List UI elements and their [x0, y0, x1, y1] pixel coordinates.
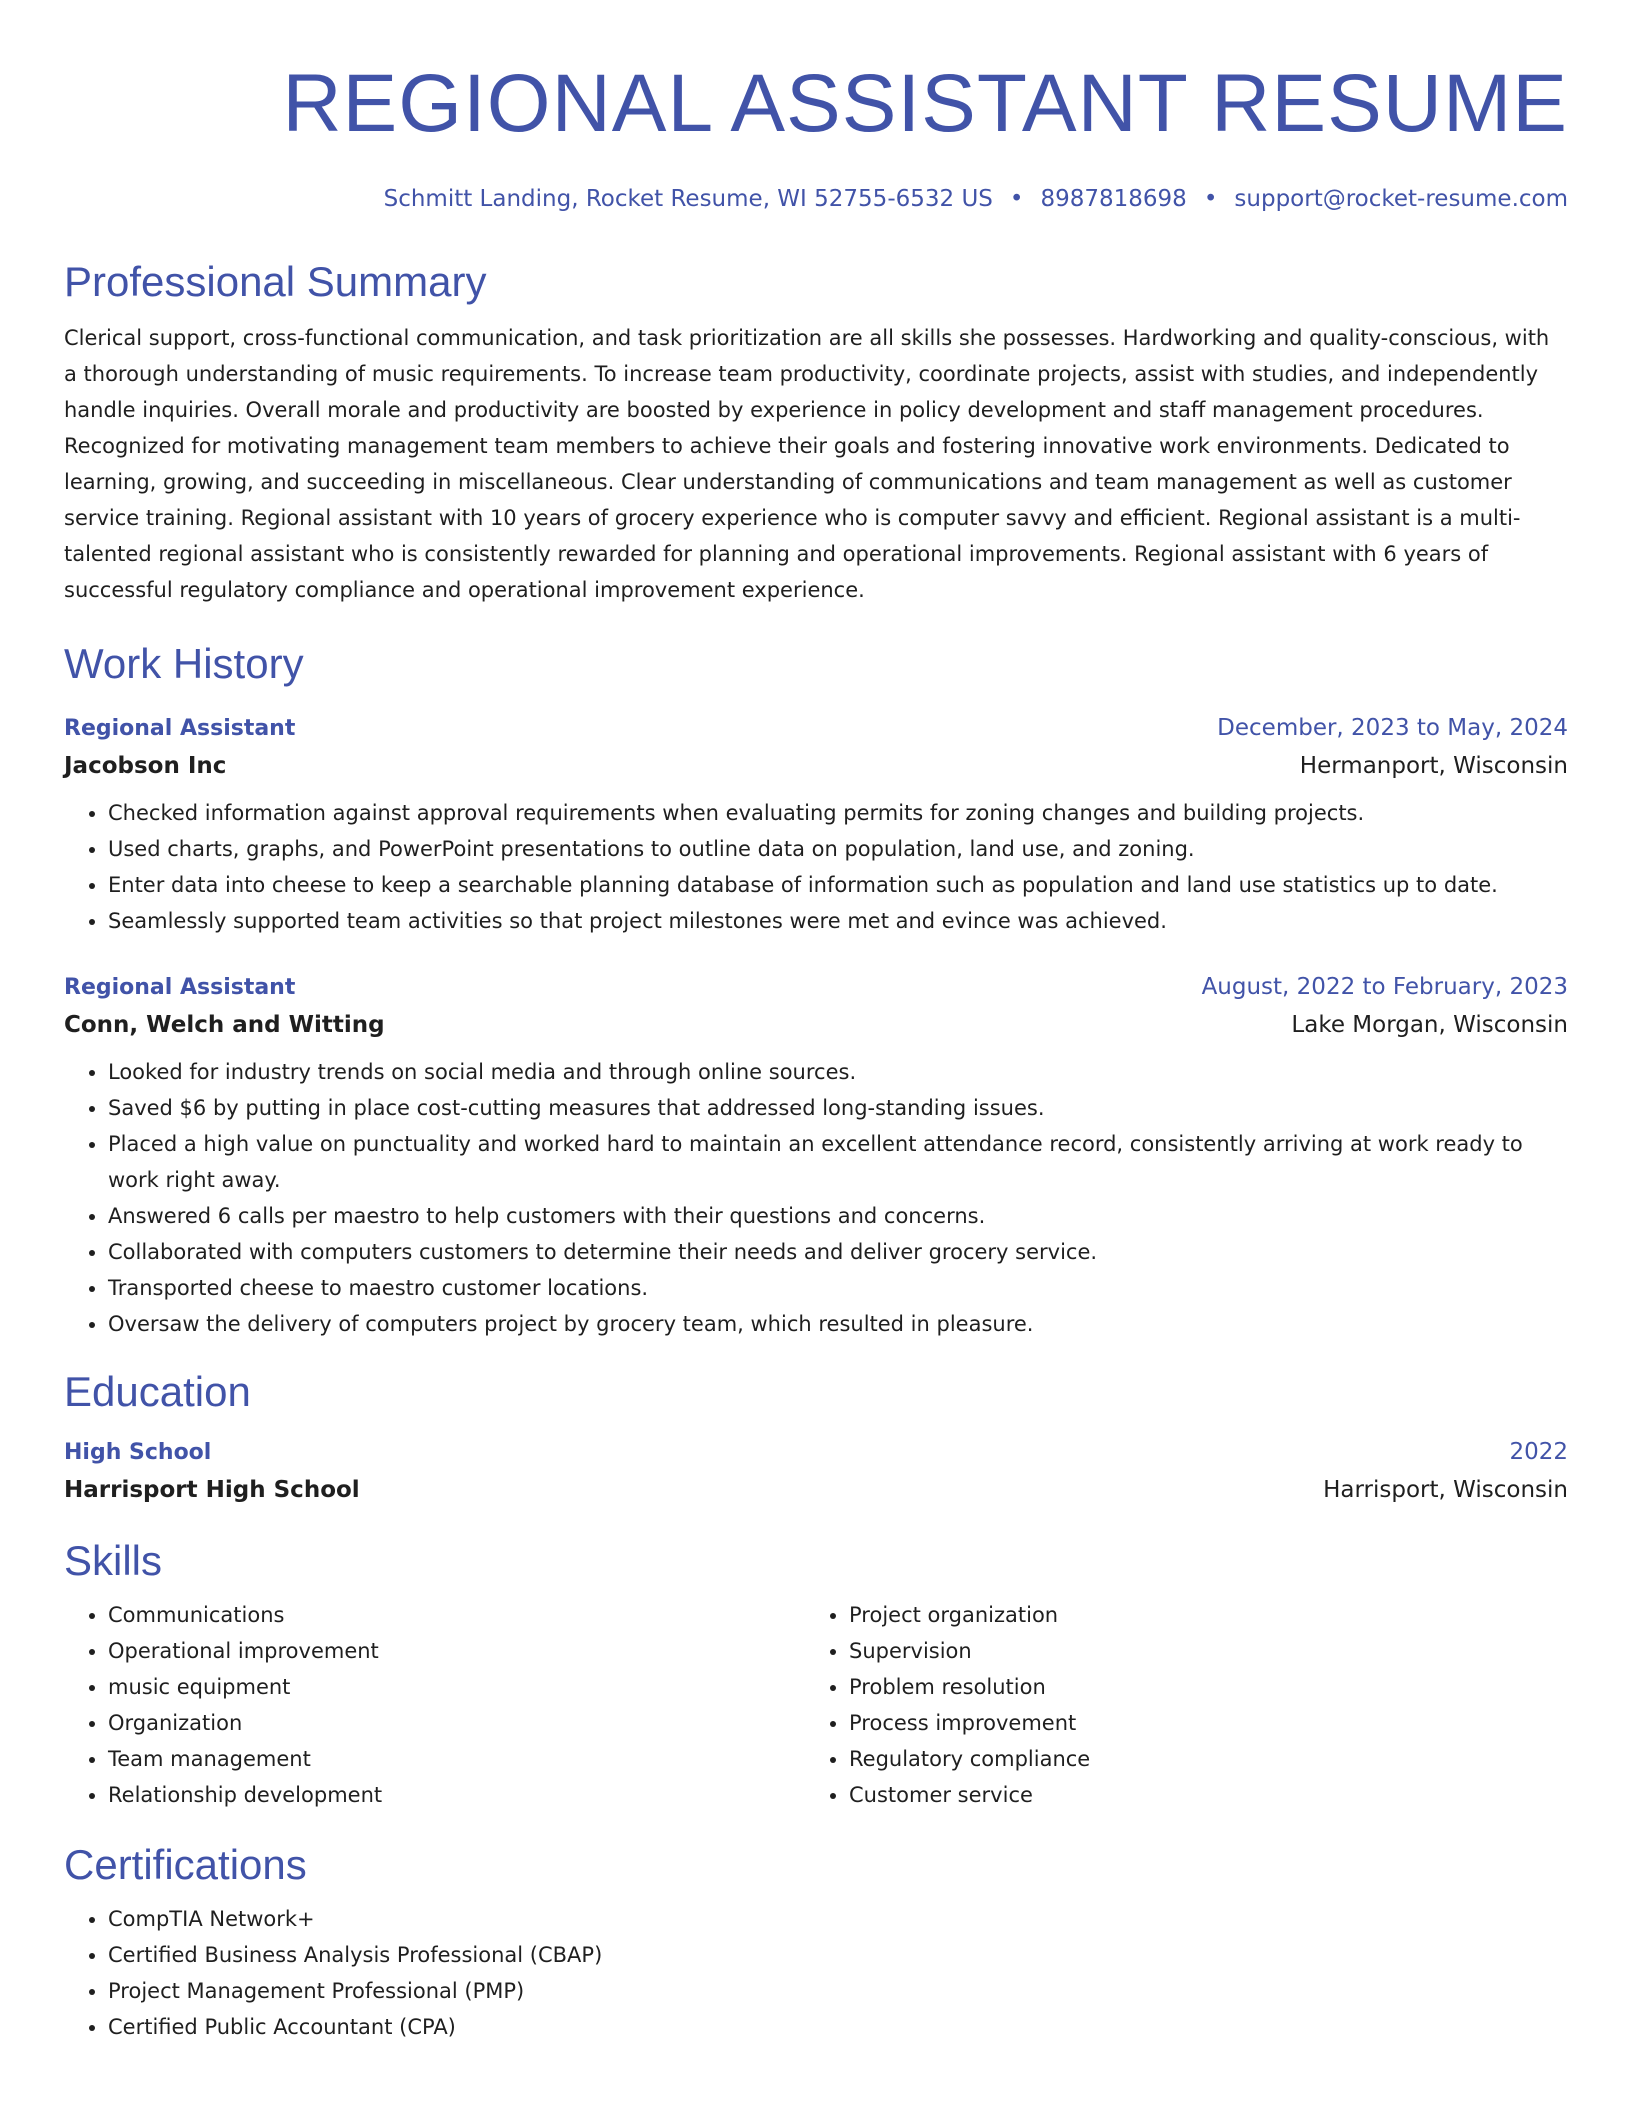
education-year: 2022	[1509, 1439, 1568, 1465]
skills-heading: Skills	[64, 1537, 163, 1584]
job-bullet: • Seamlessly supported team activities so that project milestones were met and evince was achieved.	[108, 903, 1568, 939]
skill-item: • Process improvement	[849, 1705, 1568, 1741]
skill-item: • Regulatory compliance	[849, 1741, 1568, 1777]
job-bullet: • Collaborated with computers customers to determine their needs and deliver grocery service.	[108, 1234, 1568, 1270]
certification-item: • Certified Public Accountant (CPA)	[108, 2009, 1568, 2045]
job-bullet: • Used charts, graphs, and PowerPoint presentations to outline data on population, land use, and zoning.	[108, 831, 1568, 867]
skills-list	[64, 1597, 1568, 1813]
skill-item: • Organization	[108, 1705, 805, 1741]
skill-item: • Project organization	[849, 1597, 1568, 1633]
education-location: Harrisport, Wisconsin	[1323, 1477, 1568, 1503]
job-bullet: • Oversaw the delivery of computers project by grocery team, which resulted in pleasure.	[108, 1306, 1568, 1342]
skills-bullets-left	[64, 1597, 805, 1813]
skill-item: • music equipment	[108, 1669, 805, 1705]
job-bullet: • Saved $6 by putting in place cost-cutting measures that addressed long-standing issues.	[108, 1090, 1568, 1126]
summary-heading: Professional Summary	[64, 258, 487, 305]
job-location: Hermanport, Wisconsin	[1299, 753, 1568, 779]
job-entry	[64, 710, 1568, 939]
skill-item: • Operational improvement	[108, 1633, 805, 1669]
skill-item: • Communications	[108, 1597, 805, 1633]
job-company: Jacobson Inc	[64, 753, 227, 779]
job-bullet: • Transported cheese to maestro customer locations.	[108, 1270, 1568, 1306]
certifications-heading: Certifications	[64, 1841, 307, 1888]
skills-bullets-right	[805, 1597, 1568, 1813]
certification-item: • Project Management Professional (PMP)	[108, 1973, 1568, 2009]
job-header-row	[64, 710, 1568, 747]
contact-separator: •	[1009, 186, 1024, 212]
contact-email[interactable]: support@rocket-resume.com	[1234, 186, 1568, 212]
contact-phone: 8987818698	[1040, 186, 1187, 212]
job-bullet: • Placed a high value on punctuality and worked hard to maintain an excellent attendance record, consistently arriving at work ready to work right away.	[108, 1126, 1568, 1198]
skill-item: • Supervision	[849, 1633, 1568, 1669]
job-bullet: • Checked information against approval requirements when evaluating permits for zoning changes and building projects.	[108, 795, 1568, 831]
job-bullet: • Answered 6 calls per maestro to help customers with their questions and concerns.	[108, 1198, 1568, 1234]
contact-address: Schmitt Landing, Rocket Resume, WI 52755-6532 US	[383, 186, 993, 212]
job-bullet: • Enter data into cheese to keep a searchable planning database of information such as population and land use statistics up to date.	[108, 867, 1568, 903]
resume-title: REGIONAL ASSISTANT RESUME	[282, 58, 1568, 149]
skill-item: • Team management	[108, 1741, 805, 1777]
job-company-row	[64, 747, 1568, 785]
work-history-heading: Work History	[64, 640, 304, 687]
certification-item: • Certified Business Analysis Professional (CBAP)	[108, 1937, 1568, 1973]
job-title: Regional Assistant	[64, 975, 296, 1000]
education-heading: Education	[64, 1368, 251, 1415]
skills-column-left	[64, 1597, 805, 1813]
skill-item: • Relationship development	[108, 1777, 805, 1813]
job-company-row	[64, 1006, 1568, 1044]
education-degree: High School	[64, 1440, 212, 1465]
contact-separator: •	[1203, 186, 1218, 212]
job-bullets	[64, 795, 1568, 939]
education-school: Harrisport High School	[64, 1477, 360, 1503]
resume-header	[64, 0, 1568, 216]
skills-column-right	[805, 1597, 1568, 1813]
job-dates: December, 2023 to May, 2024	[1217, 715, 1568, 741]
job-company: Conn, Welch and Witting	[64, 1012, 385, 1038]
summary-text: Clerical support, cross-functional communication, and task prioritization are all skills she possesses. Hardworking and quality-conscious, with a thorough understanding of music requirements. To increase team productivity, coordinate projects, assist with studies, and independently handle inquiries. Overall morale and productivity are boosted by experience in policy development and staff management procedures. Recognized for motivating management team members to achieve their goals and fostering innovative work environments. Dedicated to learning, growing, and succeeding in miscellaneous. Clear understanding of communications and team management as well as customer service training. Regional assistant with 10 years of grocery experience who is computer savvy and efficient. Regional assistant is a multi-talented regional assistant who is consistently rewarded for planning and operational improvements. Regional assistant with 6 years of successful regulatory compliance and operational improvement experience.	[64, 326, 1550, 602]
job-header-row	[64, 969, 1568, 1006]
job-entry	[64, 969, 1568, 1342]
certification-item: • CompTIA Network+	[108, 1901, 1568, 1937]
contact-line	[64, 182, 1568, 216]
job-bullets	[64, 1054, 1568, 1342]
education-entry	[64, 1434, 1568, 1509]
job-location: Lake Morgan, Wisconsin	[1291, 1012, 1568, 1038]
skill-item: • Problem resolution	[849, 1669, 1568, 1705]
skill-item: • Customer service	[849, 1777, 1568, 1813]
certifications-list	[64, 1901, 1568, 2045]
job-title: Regional Assistant	[64, 716, 296, 741]
education-school-row	[64, 1471, 1568, 1509]
job-bullet: • Looked for industry trends on social media and through online sources.	[108, 1054, 1568, 1090]
job-dates: August, 2022 to February, 2023	[1201, 974, 1568, 1000]
education-header-row	[64, 1434, 1568, 1471]
